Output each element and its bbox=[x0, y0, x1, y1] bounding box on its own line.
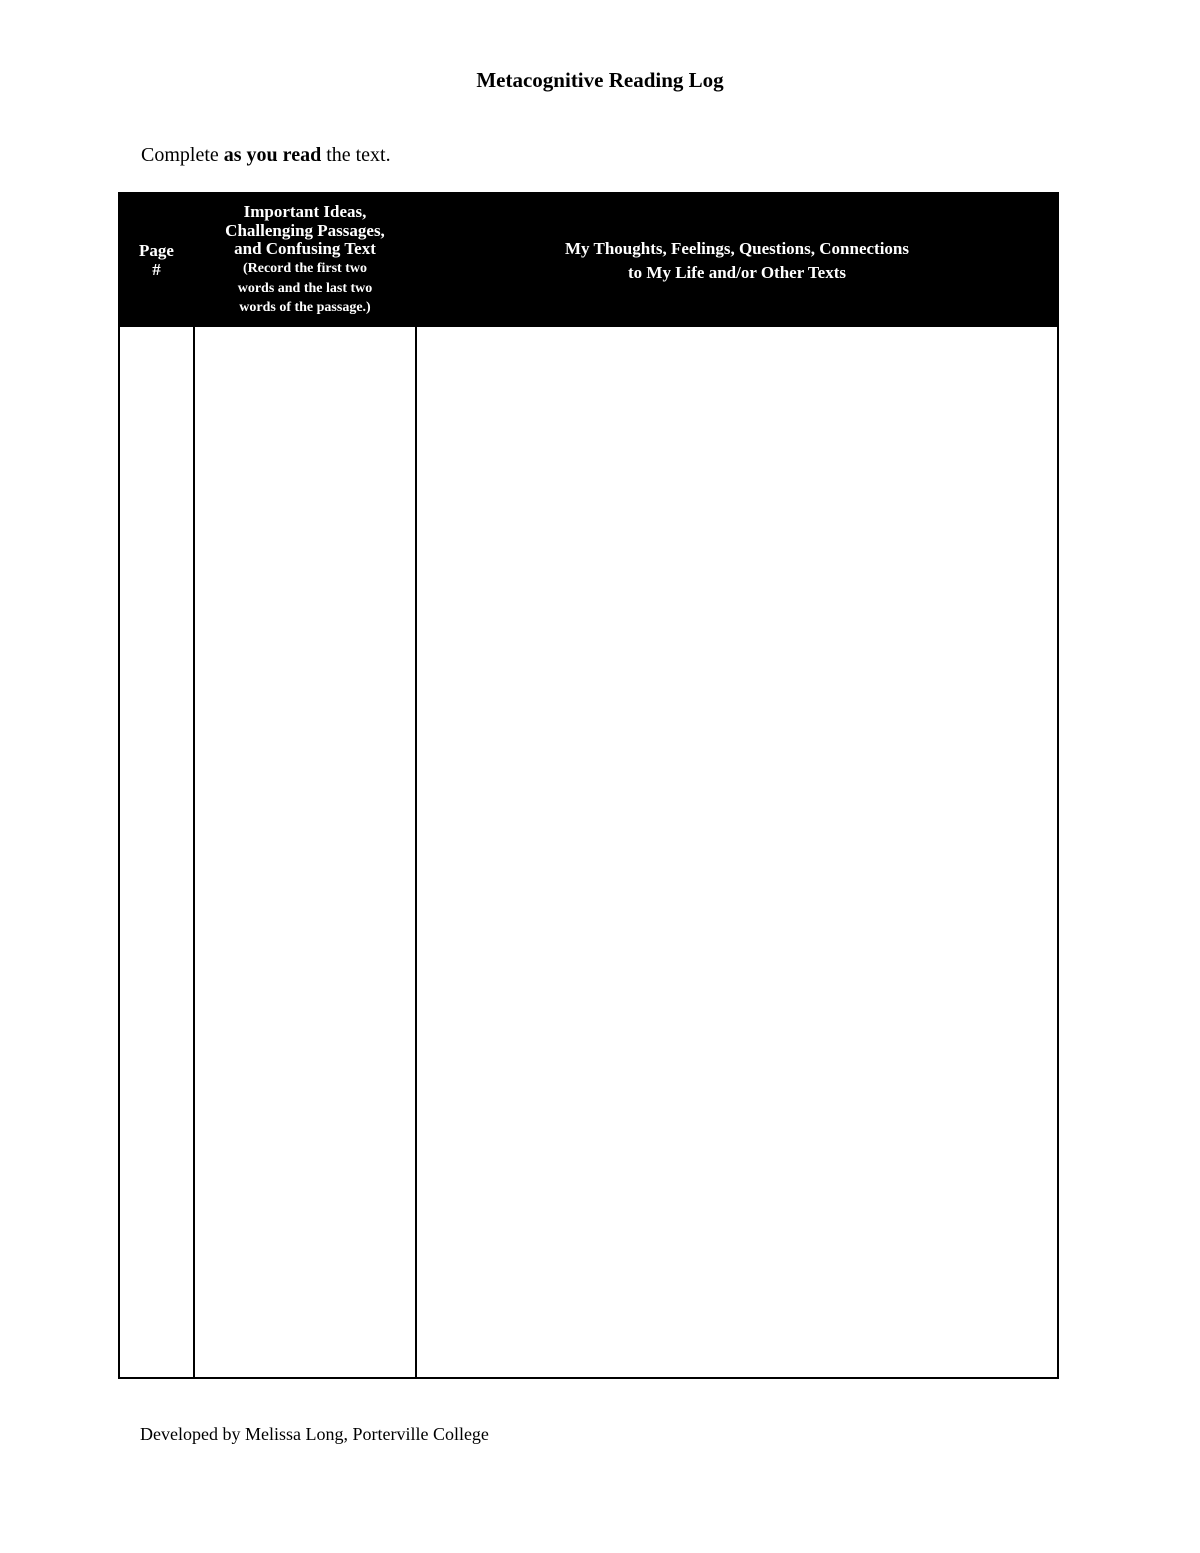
header-thoughts-line1: My Thoughts, Feelings, Questions, Connections bbox=[565, 238, 909, 258]
header-important-ideas bbox=[194, 193, 416, 327]
table-row bbox=[119, 327, 1058, 1378]
thoughts-cell[interactable] bbox=[416, 327, 1058, 1378]
instructions bbox=[141, 144, 391, 167]
header-ideas-line2: Challenging Passages, bbox=[225, 220, 385, 240]
important-ideas-cell[interactable] bbox=[194, 327, 416, 1378]
header-ideas-line1: Important Ideas, bbox=[243, 202, 367, 222]
reading-log-table bbox=[118, 192, 1059, 1379]
table-header-row bbox=[119, 193, 1058, 327]
header-page-line2: # bbox=[152, 259, 161, 279]
page-title: Metacognitive Reading Log bbox=[476, 68, 724, 92]
header-page-number bbox=[119, 193, 194, 327]
instructions-suffix: the text. bbox=[321, 144, 391, 166]
instructions-emphasis: as you read bbox=[223, 144, 322, 166]
header-ideas-note-line1: (Record the first two bbox=[242, 261, 367, 277]
header-ideas-note-line3: words of the passage.) bbox=[239, 300, 371, 316]
header-page-line1: Page bbox=[139, 240, 174, 260]
header-thoughts bbox=[416, 193, 1058, 327]
page-number-cell[interactable] bbox=[119, 327, 194, 1378]
header-thoughts-line2: to My Life and/or Other Texts bbox=[627, 262, 846, 282]
footer-credit: Developed by Melissa Long, Porterville College bbox=[140, 1424, 489, 1444]
instructions-prefix: Complete bbox=[141, 144, 224, 166]
header-ideas-line3: and Confusing Text bbox=[234, 239, 376, 259]
header-ideas-note-line2: words and the last two bbox=[237, 280, 373, 296]
